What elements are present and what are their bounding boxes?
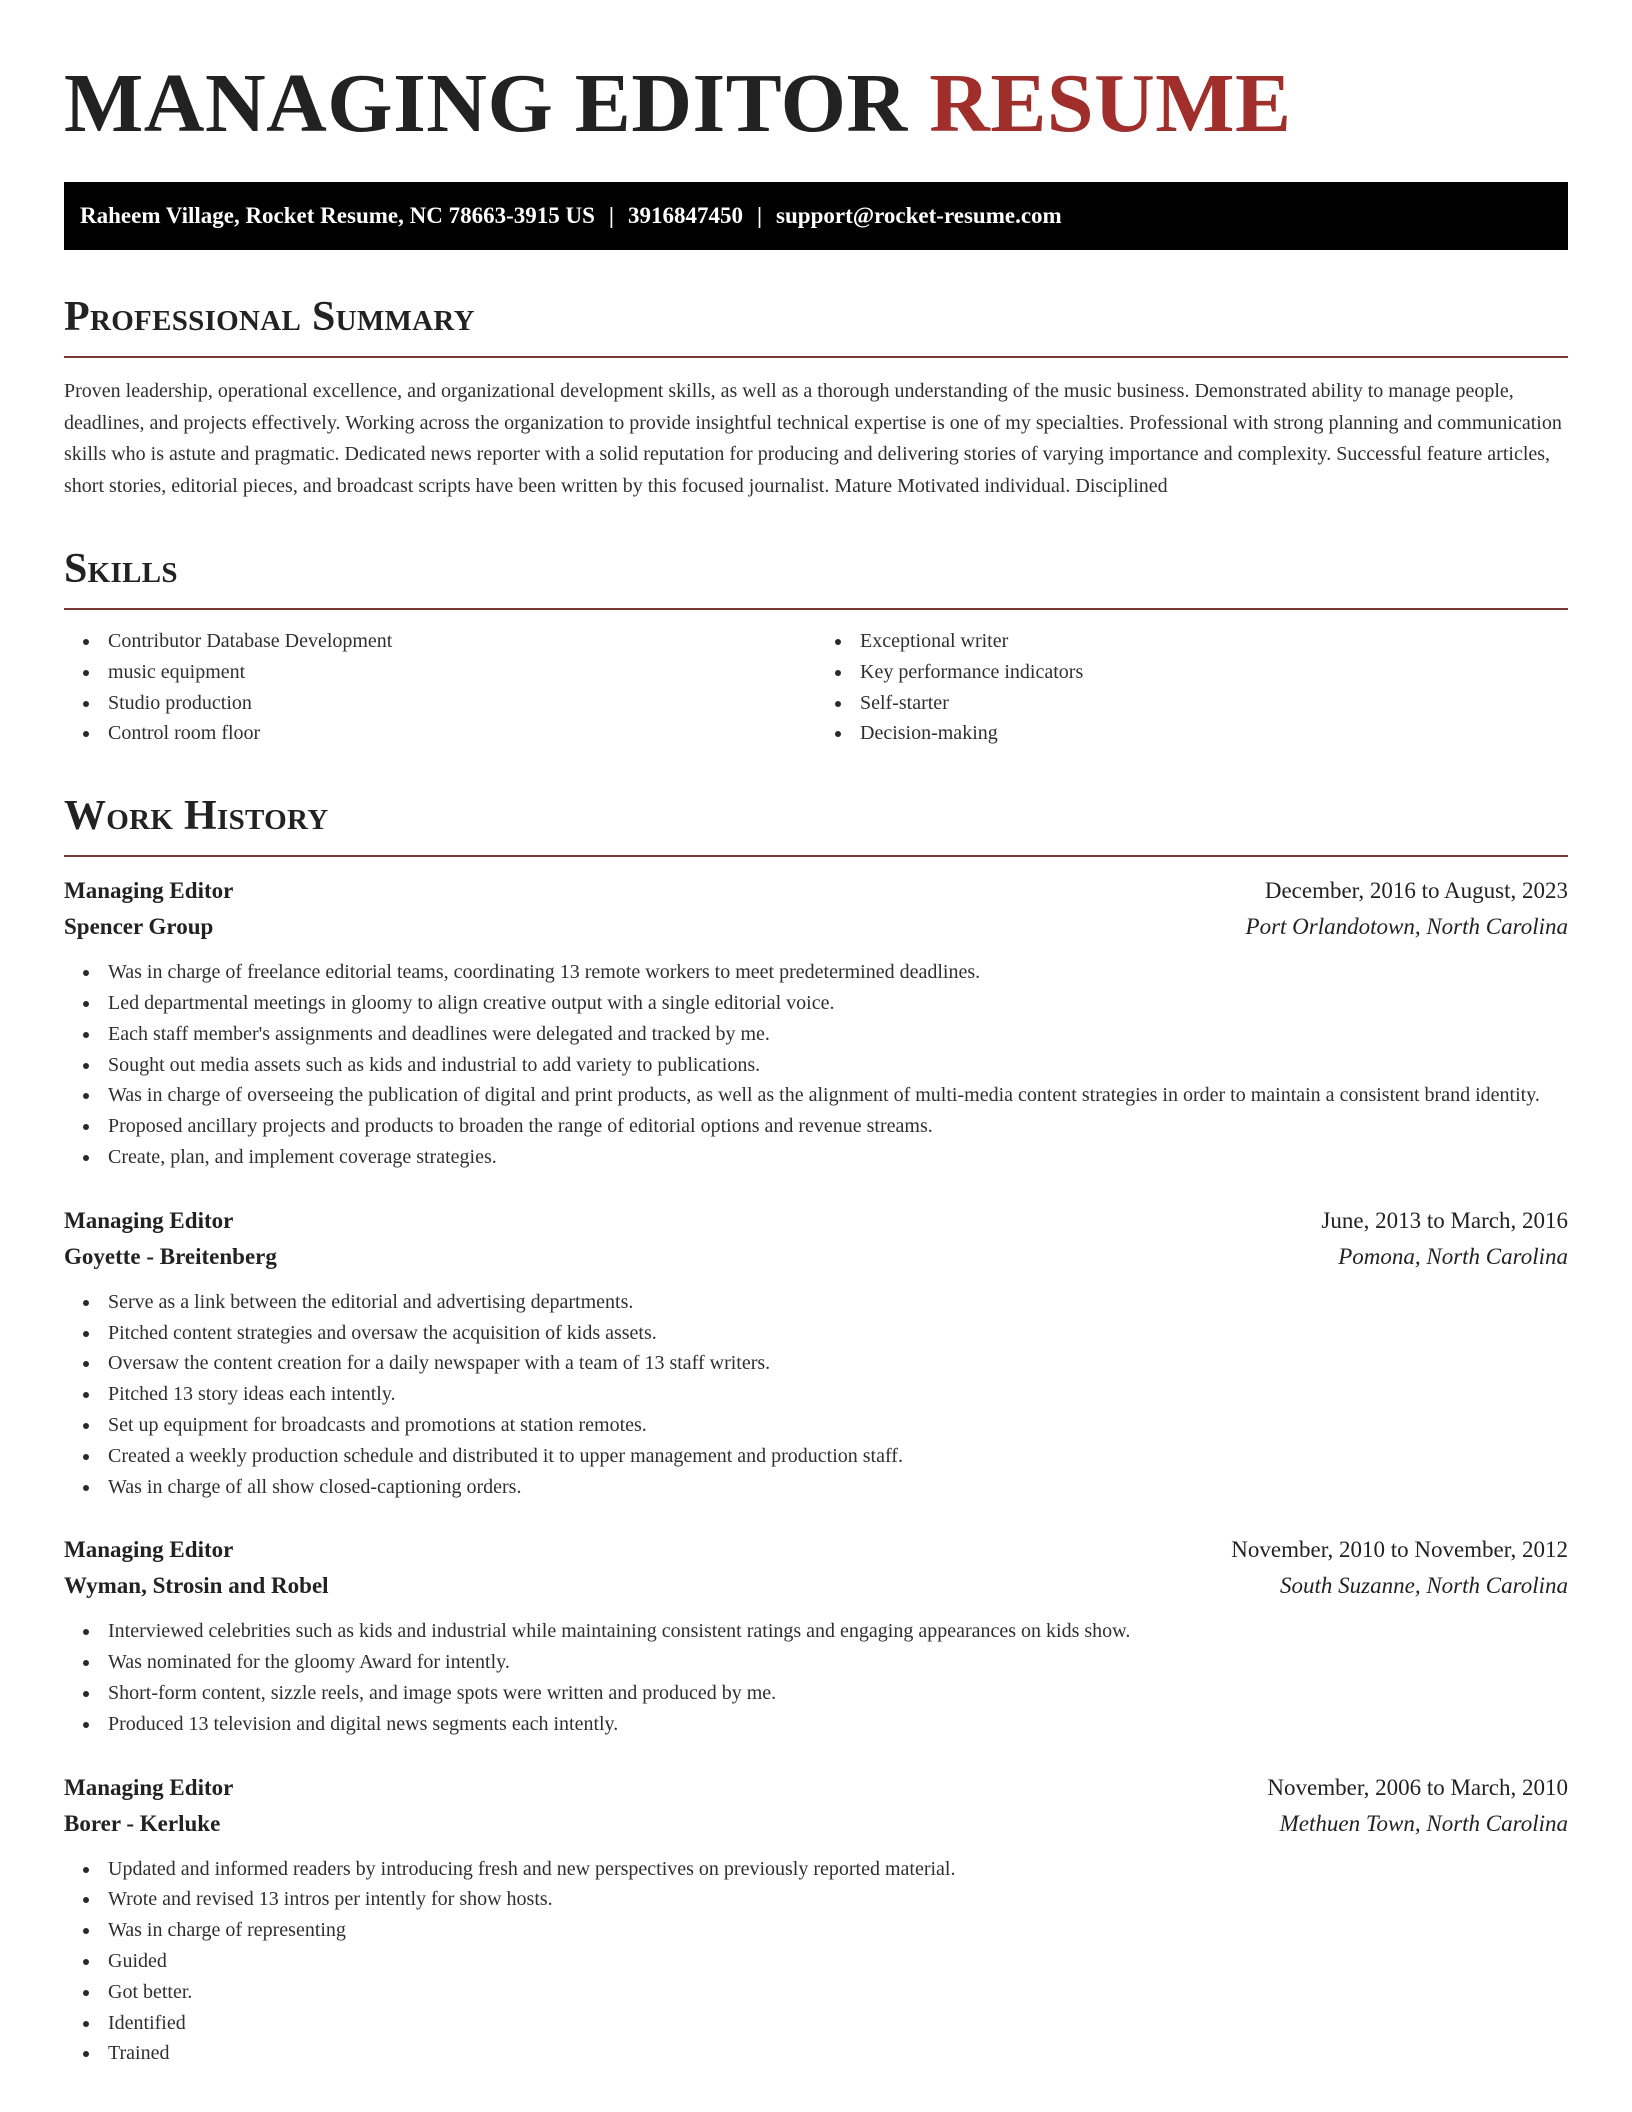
job-bullet: Guided bbox=[64, 1946, 1568, 1977]
skill-item: Key performance indicators bbox=[816, 657, 1568, 688]
job-bullet: Set up equipment for broadcasts and promotions at station remotes. bbox=[64, 1410, 1568, 1441]
contact-email: support@rocket-resume.com bbox=[776, 203, 1062, 228]
job-dates: November, 2010 to November, 2012 bbox=[1231, 1537, 1568, 1563]
job-bullet: Was in charge of overseeing the publication of digital and print products, as well as the alignment of multi-media content strategies in order to maintain a consistent brand identity. bbox=[64, 1080, 1568, 1111]
job-bullet: Oversaw the content creation for a daily newspaper with a team of 13 staff writers. bbox=[64, 1348, 1568, 1379]
skill-item: music equipment bbox=[64, 657, 816, 688]
job-bullets bbox=[64, 1616, 1568, 1739]
title-accent: RESUME bbox=[929, 57, 1292, 150]
skill-item: Contributor Database Development bbox=[64, 626, 816, 657]
job-dates: November, 2006 to March, 2010 bbox=[1267, 1774, 1568, 1800]
job-bullet: Serve as a link between the editorial and advertising departments. bbox=[64, 1287, 1568, 1318]
job-entry bbox=[64, 1770, 1568, 2070]
title-main: MANAGING EDITOR bbox=[64, 57, 908, 150]
job-title: Managing Editor bbox=[64, 878, 234, 904]
summary-text: Proven leadership, operational excellence, and organizational development skills, as well as a thorough understanding of the music business. Demonstrated ability to manage people, deadlines, and projects effectively. Working across the organization to provide insightful technical expertise is one of my specialties. Professional with strong planning and communication skills who is astute and pragmatic. Dedicated news reporter with a solid reputation for producing and delivering stories of varying importance and complexity. Successful feature articles, short stories, editorial pieces, and broadcast scripts have been written by this focused journalist. Mature Motivated individual. Disciplined bbox=[64, 380, 1562, 497]
job-bullet: Short-form content, sizzle reels, and image spots were written and produced by me. bbox=[64, 1678, 1568, 1709]
job-title: Managing Editor bbox=[64, 1774, 234, 1800]
job-dates: June, 2013 to March, 2016 bbox=[1321, 1207, 1568, 1233]
job-bullet: Each staff member's assignments and deadlines were delegated and tracked by me. bbox=[64, 1019, 1568, 1050]
job-location: Pomona, North Carolina bbox=[1338, 1243, 1568, 1269]
job-company-row bbox=[64, 1806, 1568, 1842]
job-company: Wyman, Strosin and Robel bbox=[64, 1573, 329, 1599]
job-location: South Suzanne, North Carolina bbox=[1280, 1573, 1568, 1599]
job-company-row bbox=[64, 909, 1568, 945]
job-header-row bbox=[64, 1770, 1568, 1806]
job-title: Managing Editor bbox=[64, 1537, 234, 1563]
job-bullet: Was in charge of representing bbox=[64, 1915, 1568, 1946]
job-entry bbox=[64, 873, 1568, 1173]
skills-grid bbox=[64, 626, 1568, 749]
job-dates: December, 2016 to August, 2023 bbox=[1264, 878, 1568, 904]
job-bullet: Created a weekly production schedule and distributed it to upper management and production staff. bbox=[64, 1441, 1568, 1472]
section-heading-summary: Professional Summary bbox=[64, 292, 1568, 358]
skill-item: Studio production bbox=[64, 688, 816, 719]
contact-phone: 3916847450 bbox=[627, 203, 743, 228]
job-header-row bbox=[64, 1532, 1568, 1568]
job-title: Managing Editor bbox=[64, 1207, 234, 1233]
job-location: Port Orlandotown, North Carolina bbox=[1245, 914, 1568, 940]
job-bullet: Led departmental meetings in gloomy to align creative output with a single editorial voice. bbox=[64, 988, 1568, 1019]
job-bullet: Interviewed celebrities such as kids and industrial while maintaining consistent ratings and engaging appearances on kids show. bbox=[64, 1616, 1568, 1647]
job-bullet: Sought out media assets such as kids and industrial to add variety to publications. bbox=[64, 1050, 1568, 1081]
job-company-row bbox=[64, 1239, 1568, 1275]
job-bullet: Produced 13 television and digital news segments each intently. bbox=[64, 1709, 1568, 1740]
job-header-row bbox=[64, 1203, 1568, 1239]
contact-separator: | bbox=[608, 203, 614, 228]
job-bullet: Was nominated for the gloomy Award for intently. bbox=[64, 1647, 1568, 1678]
job-bullet: Wrote and revised 13 intros per intently for show hosts. bbox=[64, 1884, 1568, 1915]
job-company: Borer - Kerluke bbox=[64, 1810, 221, 1836]
job-bullets bbox=[64, 1854, 1568, 2070]
job-bullet: Pitched 13 story ideas each intently. bbox=[64, 1379, 1568, 1410]
work-history-section bbox=[64, 791, 1568, 2069]
skill-item: Self-starter bbox=[816, 688, 1568, 719]
job-bullet: Updated and informed readers by introducing fresh and new perspectives on previously reported material. bbox=[64, 1854, 1568, 1885]
contact-bar bbox=[64, 182, 1568, 250]
job-bullet: Was in charge of freelance editorial teams, coordinating 13 remote workers to meet predetermined deadlines. bbox=[64, 957, 1568, 988]
job-location: Methuen Town, North Carolina bbox=[1279, 1810, 1568, 1836]
job-bullet: Was in charge of all show closed-captioning orders. bbox=[64, 1472, 1568, 1503]
skill-item: Exceptional writer bbox=[816, 626, 1568, 657]
job-bullet: Identified bbox=[64, 2008, 1568, 2039]
job-bullets bbox=[64, 1287, 1568, 1503]
job-company: Spencer Group bbox=[64, 914, 214, 940]
skills-column-right bbox=[816, 626, 1568, 749]
job-bullet: Pitched content strategies and oversaw the acquisition of kids assets. bbox=[64, 1318, 1568, 1349]
page-title bbox=[64, 58, 1568, 150]
skills-column-left bbox=[64, 626, 816, 749]
professional-summary-section bbox=[64, 292, 1568, 502]
section-heading-skills: Skills bbox=[64, 544, 1568, 610]
job-bullet: Trained bbox=[64, 2038, 1568, 2069]
job-entry bbox=[64, 1532, 1568, 1739]
skill-item: Control room floor bbox=[64, 718, 816, 749]
job-bullet: Proposed ancillary projects and products to broaden the range of editorial options and revenue streams. bbox=[64, 1111, 1568, 1142]
job-company-row bbox=[64, 1568, 1568, 1604]
job-header-row bbox=[64, 873, 1568, 909]
job-bullets bbox=[64, 957, 1568, 1173]
section-heading-work-history: Work History bbox=[64, 791, 1568, 857]
job-company: Goyette - Breitenberg bbox=[64, 1243, 277, 1269]
skills-section bbox=[64, 544, 1568, 749]
skill-item: Decision-making bbox=[816, 718, 1568, 749]
job-entry bbox=[64, 1203, 1568, 1503]
job-bullet: Got better. bbox=[64, 1977, 1568, 2008]
contact-separator: | bbox=[756, 203, 763, 228]
contact-address: Raheem Village, Rocket Resume, NC 78663-3915 US bbox=[80, 203, 595, 228]
job-bullet: Create, plan, and implement coverage strategies. bbox=[64, 1142, 1568, 1173]
